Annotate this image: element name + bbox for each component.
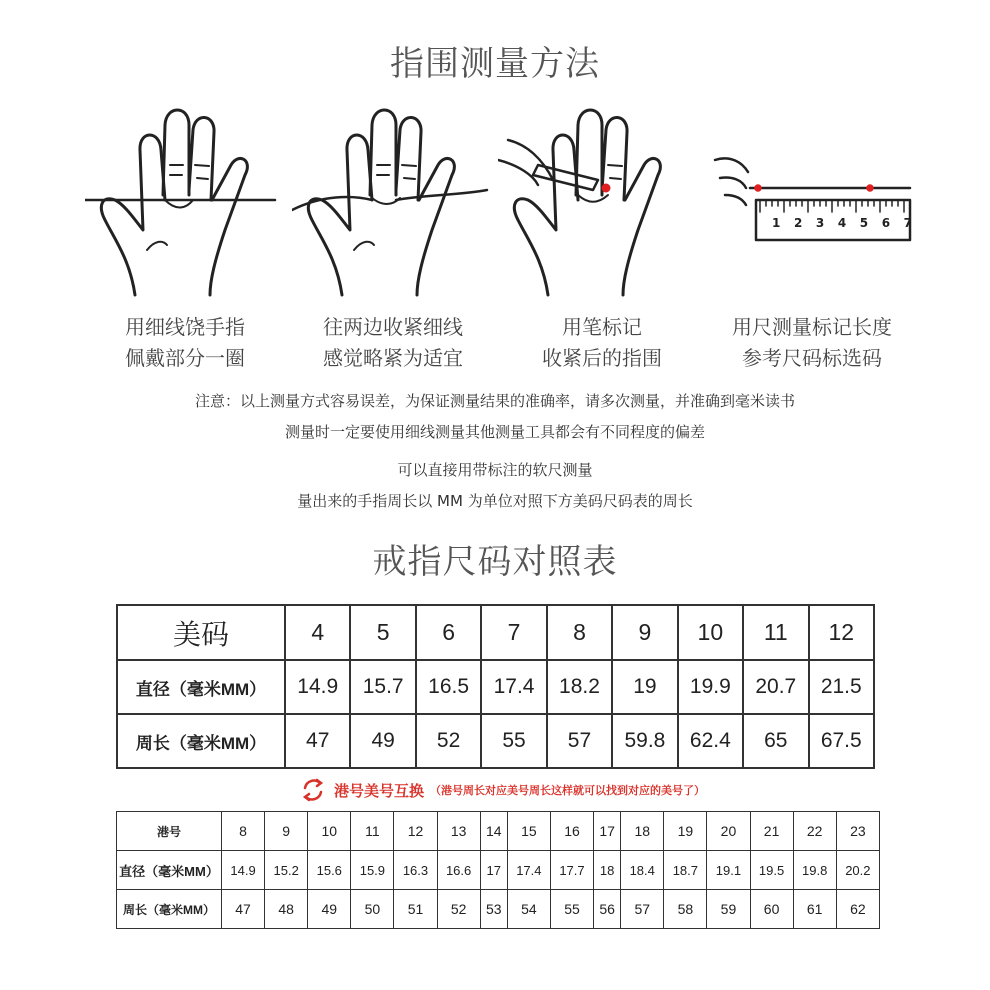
table-cell: 17 (594, 812, 621, 851)
table-cell: 57 (621, 890, 664, 929)
us-size-label: 美码 (117, 605, 285, 660)
table-cell: 7 (481, 605, 546, 660)
table-cell: 58 (664, 890, 707, 929)
swap-subtitle: （港号周长对应美号周长这样就可以找到对应的美号了） (430, 784, 706, 797)
hk-size-table (116, 811, 880, 929)
ruler-number: 7 (903, 216, 912, 230)
ruler-number: 1 (772, 216, 781, 230)
table-cell: 16.6 (437, 851, 480, 890)
table-cell: 4 (285, 605, 350, 660)
step-caption-line: 往两边收紧细线 (323, 315, 463, 339)
table-cell: 19.8 (793, 851, 836, 890)
table-row (117, 851, 880, 890)
swap-arrows-icon (300, 777, 326, 803)
table-cell: 10 (678, 605, 743, 660)
table-cell: 8 (222, 812, 265, 851)
table-cell: 62.4 (678, 714, 743, 768)
table-cell: 47 (285, 714, 350, 768)
table-cell: 22 (793, 812, 836, 851)
step-4-caption (697, 312, 927, 374)
size-chart-title: 戒指尺码对照表 (372, 542, 618, 582)
ruler-number: 3 (815, 216, 825, 230)
note-line-2: 测量时一定要使用细线测量其他测量工具都会有不同程度的偏差 (284, 423, 705, 441)
table-cell: 23 (836, 812, 879, 851)
table-cell: 18 (594, 851, 621, 890)
table-cell: 8 (547, 605, 612, 660)
table-cell: 21 (750, 812, 793, 851)
table-cell: 20 (707, 812, 750, 851)
table-cell: 14.9 (222, 851, 265, 890)
step-caption-line: 感觉略紧为适宜 (323, 346, 463, 370)
ruler-number: 5 (859, 216, 869, 230)
ruler-numbers (772, 216, 912, 230)
table-cell: 12 (394, 812, 437, 851)
table-cell: 14 (480, 812, 507, 851)
table-cell: 21.5 (809, 660, 875, 714)
table-cell: 9 (612, 605, 677, 660)
table-cell: 17.4 (507, 851, 550, 890)
table-cell: 52 (416, 714, 481, 768)
table-cell: 17.7 (550, 851, 593, 890)
table-cell: 19.5 (750, 851, 793, 890)
table-cell: 59 (707, 890, 750, 929)
table-cell: 14.9 (285, 660, 350, 714)
table-cell: 13 (437, 812, 480, 851)
table-cell: 19.9 (678, 660, 743, 714)
table-row (117, 890, 880, 929)
table-row (117, 605, 874, 660)
table-cell: 50 (351, 890, 394, 929)
table-cell: 55 (481, 714, 546, 768)
table-cell: 57 (547, 714, 612, 768)
table-cell: 18.4 (621, 851, 664, 890)
us-diameter-label: 直径（毫米MM） (117, 660, 285, 714)
table-cell: 20.7 (743, 660, 808, 714)
step-caption-line: 用尺测量标记长度 (732, 315, 892, 339)
table-row (117, 660, 874, 714)
table-cell: 61 (793, 890, 836, 929)
method-title: 指围测量方法 (390, 44, 600, 84)
table-cell: 15.9 (351, 851, 394, 890)
measurement-steps (70, 100, 930, 310)
step-caption-line: 用笔标记 (562, 315, 642, 339)
note-line-4: 量出来的手指周长以 MM 为单位对照下方美码尺码表的周长 (297, 492, 693, 510)
table-cell: 17.4 (481, 660, 546, 714)
table-cell: 47 (222, 890, 265, 929)
step-1-caption (70, 312, 300, 374)
table-cell: 67.5 (809, 714, 875, 768)
step-1-hand-illustration (85, 100, 295, 310)
ruler-number: 6 (881, 216, 891, 230)
hk-size-label: 港号 (117, 812, 222, 851)
ruler-number: 4 (837, 216, 847, 230)
step-2-hand-illustration (292, 100, 502, 310)
table-cell: 12 (809, 605, 875, 660)
table-cell: 16.5 (416, 660, 481, 714)
table-cell: 10 (308, 812, 351, 851)
table-cell: 52 (437, 890, 480, 929)
table-cell: 15.6 (308, 851, 351, 890)
ruler-number: 2 (793, 216, 803, 230)
table-cell: 16 (550, 812, 593, 851)
table-cell: 65 (743, 714, 808, 768)
table-row (117, 714, 874, 768)
table-cell: 49 (350, 714, 415, 768)
size-swap-banner (300, 776, 705, 804)
table-cell: 15 (507, 812, 550, 851)
step-3-hand-illustration (498, 100, 708, 310)
step-caption-line: 用细线饶手指 (125, 315, 245, 339)
table-cell: 18 (621, 812, 664, 851)
table-cell: 62 (836, 890, 879, 929)
hk-circumference-label: 周长（毫米MM） (117, 890, 222, 929)
table-cell: 51 (394, 890, 437, 929)
table-cell: 54 (507, 890, 550, 929)
table-cell: 48 (265, 890, 308, 929)
table-cell: 15.2 (265, 851, 308, 890)
table-cell: 19 (612, 660, 677, 714)
table-cell: 55 (550, 890, 593, 929)
step-caption-line: 收紧后的指围 (542, 346, 662, 370)
note-line-1: 注意：以上测量方式容易误差，为保证测量结果的准确率，请多次测量，并准确到毫米读书 (194, 392, 795, 410)
step-3-caption (487, 312, 717, 374)
step-4-ruler-illustration (710, 100, 920, 310)
step-caption-line: 参考尺码标选码 (742, 346, 882, 370)
table-cell: 18.7 (664, 851, 707, 890)
table-cell: 59.8 (612, 714, 677, 768)
hk-diameter-label: 直径（毫米MM） (117, 851, 222, 890)
table-row (117, 812, 880, 851)
swap-title: 港号美号互换 (334, 781, 425, 800)
table-cell: 53 (480, 890, 507, 929)
table-cell: 18.2 (547, 660, 612, 714)
table-cell: 11 (351, 812, 394, 851)
table-cell: 60 (750, 890, 793, 929)
step-2-caption (278, 312, 508, 374)
table-cell: 6 (416, 605, 481, 660)
table-cell: 56 (594, 890, 621, 929)
table-cell: 5 (350, 605, 415, 660)
us-circumference-label: 周长（毫米MM） (117, 714, 285, 768)
note-line-3: 可以直接用带标注的软尺测量 (397, 461, 593, 479)
table-cell: 11 (743, 605, 808, 660)
table-cell: 49 (308, 890, 351, 929)
table-cell: 15.7 (350, 660, 415, 714)
table-cell: 19.1 (707, 851, 750, 890)
table-cell: 17 (480, 851, 507, 890)
table-cell: 16.3 (394, 851, 437, 890)
table-cell: 19 (664, 812, 707, 851)
step-caption-line: 佩戴部分一圈 (125, 346, 245, 370)
table-cell: 20.2 (836, 851, 879, 890)
us-size-table (116, 604, 875, 769)
table-cell: 9 (265, 812, 308, 851)
